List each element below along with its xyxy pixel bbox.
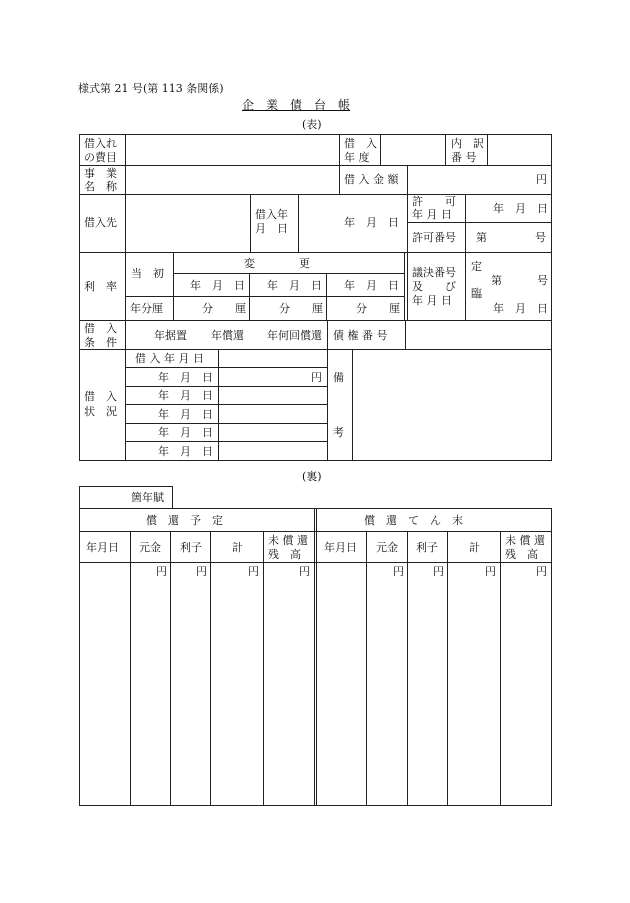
resolution-label: 議決番号 xyxy=(412,266,456,279)
purpose-label: 借入れ xyxy=(84,137,117,150)
front-side-mark: (表) xyxy=(302,118,322,131)
col-balance-right-2: 残 高 xyxy=(505,548,538,561)
col-date-left: 年月日 xyxy=(86,541,119,554)
status-label: 借 入 xyxy=(84,390,117,403)
remarks-label-2: 考 xyxy=(333,426,344,439)
resolution-go: 号 xyxy=(537,274,548,287)
col-balance-right: 未 償 還 xyxy=(505,534,545,547)
form-number: 様式第 21 号(第 113 条関係) xyxy=(78,82,224,95)
permit-no-go: 号 xyxy=(535,231,546,244)
fiscal-year-label: 借 入 xyxy=(344,137,377,150)
col-principal-right: 元金 xyxy=(376,541,398,554)
rate-date-3: 年 月 日 xyxy=(344,279,399,292)
yen-unit: 円 xyxy=(393,565,404,578)
col-total-left: 計 xyxy=(232,541,243,554)
yen-unit: 円 xyxy=(248,565,259,578)
resolution-label-3: 年 月 日 xyxy=(412,294,452,307)
rate-label: 利 率 xyxy=(84,280,117,293)
result-label: 償 還 て ん 末 xyxy=(364,514,463,527)
permit-no-label: 許可番号 xyxy=(412,231,456,244)
change-label: 変 更 xyxy=(244,257,310,270)
borrow-date-label-2: 月 日 xyxy=(255,222,288,235)
grace-label: 年据置 xyxy=(154,329,187,342)
yen-unit: 円 xyxy=(536,565,547,578)
yen-unit: 円 xyxy=(196,565,207,578)
resolution-tei: 定 xyxy=(471,260,482,273)
permit-no-dai: 第 xyxy=(476,231,487,244)
breakdown-label: 内 訳 xyxy=(451,137,484,150)
status-date-3: 年 月 日 xyxy=(158,408,213,421)
bond-no-label: 債 権 番 号 xyxy=(333,329,388,342)
borrow-date-label: 借入年 xyxy=(255,208,288,221)
rate-bu-rin-2: 分 厘 xyxy=(279,302,323,315)
status-date-4: 年 月 日 xyxy=(158,426,213,439)
rate-bu-rin-3: 分 厘 xyxy=(356,302,400,315)
yen-unit: 円 xyxy=(433,565,444,578)
conditions-label-2: 条 件 xyxy=(84,336,117,349)
col-total-right: 計 xyxy=(469,541,480,554)
conditions-label: 借 入 xyxy=(84,322,117,335)
status-date-1: 年 月 日 xyxy=(158,371,213,384)
yen-unit: 円 xyxy=(485,565,496,578)
rate-bu-rin-1: 分 厘 xyxy=(202,302,246,315)
amount-label: 借 入 金 額 xyxy=(344,173,399,186)
repay-label: 年償還 xyxy=(211,329,244,342)
resolution-label-2: 及 び xyxy=(412,280,456,293)
permit-date-label-2: 年 月 日 xyxy=(412,208,452,221)
status-yen: 円 xyxy=(311,371,322,384)
status-label-2: 状 況 xyxy=(84,405,117,418)
yen-unit: 円 xyxy=(156,565,167,578)
annuity-label: 箇年賦 xyxy=(131,491,164,504)
status-date-2: 年 月 日 xyxy=(158,389,213,402)
yen-unit: 円 xyxy=(299,565,310,578)
annual-rate-label: 年分厘 xyxy=(130,302,163,315)
status-date-5: 年 月 日 xyxy=(158,445,213,458)
resolution-rin: 臨 xyxy=(471,287,482,300)
permit-date-label: 許 可 xyxy=(412,195,456,208)
initial-label: 当 初 xyxy=(131,267,164,280)
amount-yen: 円 xyxy=(536,173,547,186)
borrow-date-ymd: 年 月 日 xyxy=(344,216,399,229)
schedule-label: 償 還 予 定 xyxy=(146,514,223,527)
col-principal-left: 元金 xyxy=(139,541,161,554)
page-title: 企 業 債 台 帳 xyxy=(242,98,351,112)
lender-label: 借入先 xyxy=(84,216,117,229)
resolution-dai: 第 xyxy=(491,274,502,287)
col-balance-left-2: 残 高 xyxy=(268,548,301,561)
back-side-mark: (裏) xyxy=(302,470,322,483)
col-balance-left: 未 償 還 xyxy=(268,534,308,547)
permit-date-ymd: 年 月 日 xyxy=(493,202,548,215)
purpose-label-2: の費目 xyxy=(84,151,117,164)
resolution-ymd: 年 月 日 xyxy=(493,302,548,315)
business-label: 事 業 xyxy=(84,167,117,180)
breakdown-label-2: 番 号 xyxy=(451,151,477,164)
rate-date-2: 年 月 日 xyxy=(267,279,322,292)
remarks-label: 備 xyxy=(333,371,344,384)
col-interest-right: 利子 xyxy=(416,541,438,554)
col-interest-left: 利子 xyxy=(180,541,202,554)
business-label-2: 名 称 xyxy=(84,180,117,193)
fiscal-year-label-2: 年 度 xyxy=(344,151,370,164)
times-label: 年何回償還 xyxy=(267,329,322,342)
rate-date-1: 年 月 日 xyxy=(190,279,245,292)
col-date-right: 年月日 xyxy=(324,541,357,554)
status-date-header: 借 入 年 月 日 xyxy=(135,352,204,365)
